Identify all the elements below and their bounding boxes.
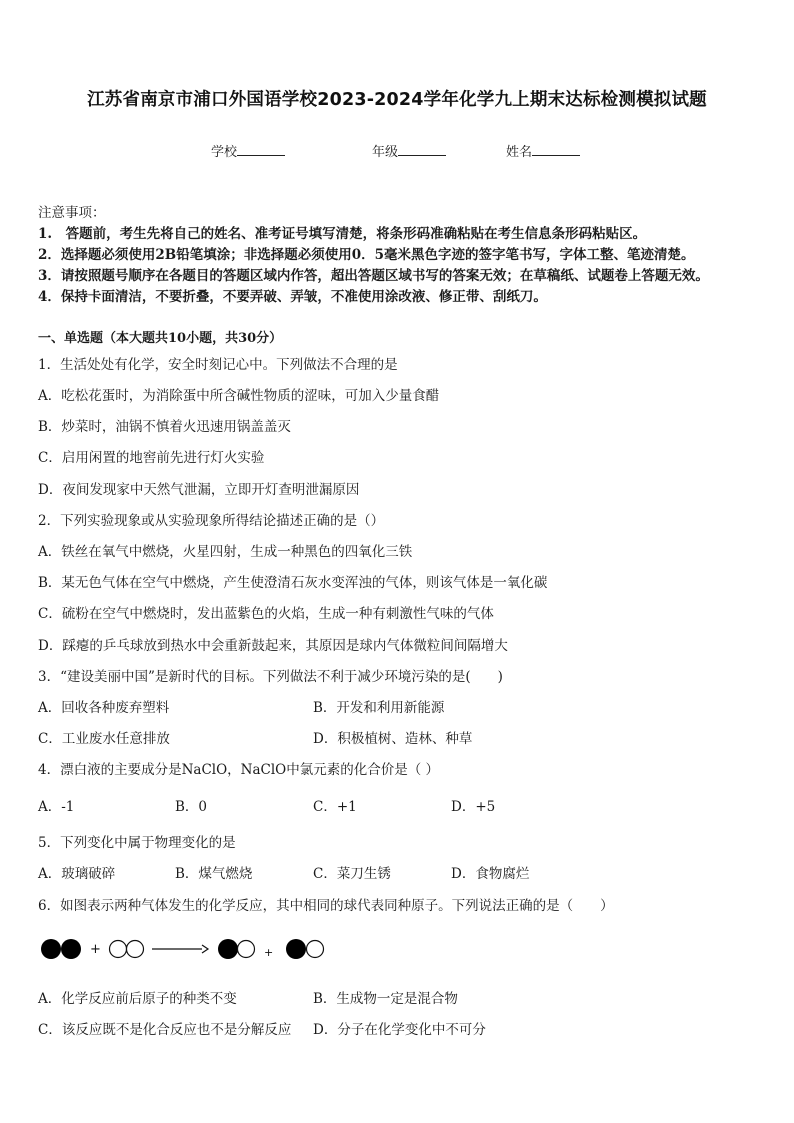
option-a: A．吃松花蛋时，为消除蛋中所含碱性物质的涩味，可加入少量食醋 (38, 388, 440, 404)
option-d: D．食物腐烂 (451, 866, 530, 882)
option-d: D．踩瘪的乒乓球放到热水中会重新鼓起来，其原因是球内气体微粒间间隔增大 (38, 638, 508, 654)
notes-heading: 注意事项： (38, 205, 106, 221)
option-a: A．回收各种废弃塑料 (38, 700, 170, 716)
exam-title: 江苏省南京市浦口外国语学校2023-2024学年化学九上期末达标检测模拟试题 (87, 90, 707, 110)
school-label: 学校 (211, 145, 238, 160)
note-item: 3．请按照题号顺序在各题目的答题区域内作答，超出答题区域书写的答案无效；在草稿纸、试题卷上答题无效。 (38, 268, 709, 284)
option-b: B．0 (175, 799, 208, 815)
question-stem: 1．生活处处有化学，安全时刻记心中。下列做法不合理的是 (38, 357, 398, 373)
note-item: 1. 答题前，考生先将自己的姓名、准考证号填写清楚，将条形码准确粘贴在考生信息条形码粘贴区。 (38, 226, 647, 242)
question-stem: 5．下列变化中属于物理变化的是 (38, 835, 236, 851)
plus-sign: + (264, 946, 274, 959)
black-atom (218, 939, 238, 959)
option-c: C．该反应既不是化合反应也不是分解反应 (38, 1022, 292, 1038)
option-a: A．铁丝在氧气中燃烧，火星四射，生成一种黑色的四氧化三铁 (38, 544, 413, 560)
option-d: D．分子在化学变化中不可分 (313, 1022, 486, 1038)
option-c: C．菜刀生锈 (313, 866, 391, 882)
name-label: 姓名 (506, 145, 533, 160)
black-atom (41, 939, 61, 959)
note-item: 2．选择题必须使用2B铅笔填涂；非选择题必须使用0．5毫米黑色字迹的签字笔书写，字体工整、笔迹清楚。 (38, 247, 695, 263)
name-field (506, 141, 580, 160)
option-a: A．化学反应前后原子的种类不变 (38, 991, 237, 1007)
option-b: B．炒菜时，油锅不慎着火迅速用锅盖盖灭 (38, 419, 291, 435)
plus-sign: + (90, 942, 101, 957)
grade-field (372, 141, 446, 160)
black-atom (286, 939, 306, 959)
option-a: A．-1 (38, 799, 75, 815)
option-c: C．+1 (313, 799, 357, 815)
grade-blank (398, 143, 446, 156)
school-field (211, 141, 285, 160)
section-heading: 一、单选题（本大题共10小题，共30分） (38, 331, 283, 346)
white-atom (127, 941, 144, 958)
option-b: B．煤气燃烧 (175, 866, 253, 882)
option-c: C．启用闲置的地窖前先进行灯火实验 (38, 450, 265, 466)
option-b: B．开发和利用新能源 (313, 700, 445, 716)
black-atom (61, 939, 81, 959)
white-atom (110, 941, 127, 958)
question-stem: 6．如图表示两种气体发生的化学反应，其中相同的球代表同种原子。下列说法正确的是（ ） (38, 898, 614, 914)
exam-notes (38, 203, 758, 308)
grade-label: 年级 (372, 145, 399, 160)
name-blank (532, 143, 580, 156)
arrow-head (202, 945, 208, 953)
reaction-diagram (40, 932, 340, 966)
option-d: D．积极植树、造林、种草 (313, 731, 473, 747)
option-b: B．生成物一定是混合物 (313, 991, 458, 1007)
school-blank (237, 143, 285, 156)
question-stem: 2．下列实验现象或从实验现象所得结论描述正确的是（） (38, 513, 385, 529)
option-c: C．工业废水任意排放 (38, 731, 170, 747)
question-stem: 4．漂白液的主要成分是NaClO，NaClO中氯元素的化合价是（ ） (38, 762, 440, 778)
option-d: D．夜间发现家中天然气泄漏，立即开灯查明泄漏原因 (38, 482, 360, 498)
question-stem: 3．“建设美丽中国”是新时代的目标。下列做法不利于减少环境污染的是( ) (38, 669, 503, 685)
white-atom (238, 941, 255, 958)
note-item: 4．保持卡面清洁，不要折叠，不要弄破、弄皱，不准使用涂改液、修正带、刮纸刀。 (38, 289, 547, 305)
option-d: D．+5 (451, 799, 496, 815)
option-b: B．某无色气体在空气中燃烧，产生使澄清石灰水变浑浊的气体，则该气体是一氧化碳 (38, 575, 548, 591)
option-c: C．硫粉在空气中燃烧时，发出蓝紫色的火焰，生成一种有刺激性气味的气体 (38, 606, 494, 622)
option-a: A．玻璃破碎 (38, 866, 116, 882)
white-atom (307, 941, 324, 958)
